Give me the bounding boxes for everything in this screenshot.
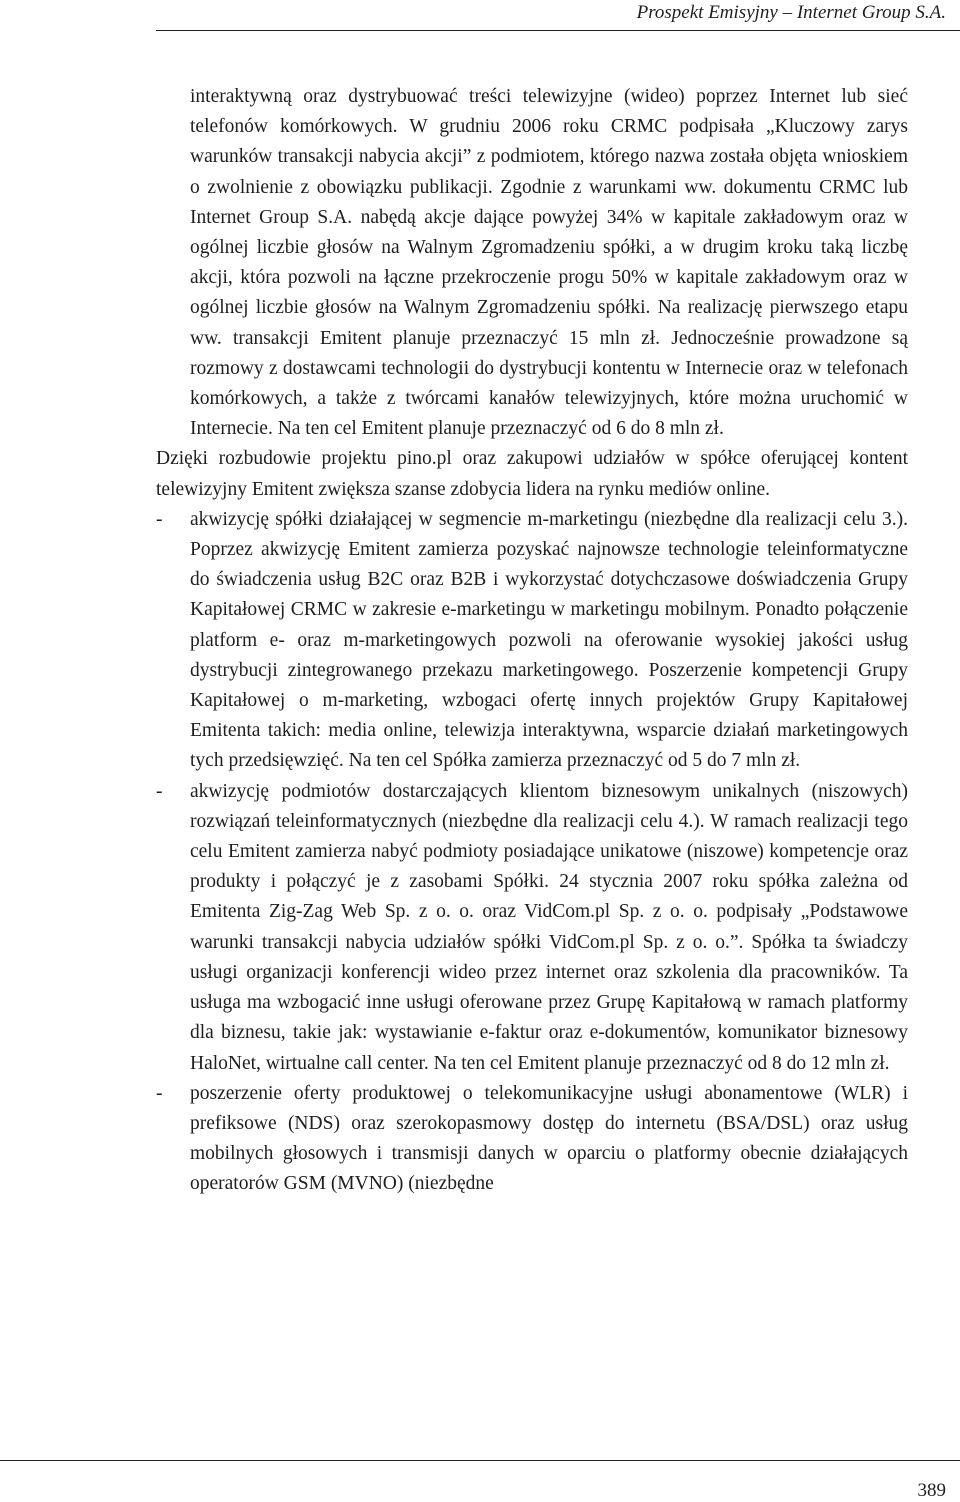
bullet-dash: -	[156, 780, 163, 802]
bullet-text: akwizycję podmiotów dostarczających klientom biznesowym unikalnych (niszowych) rozwiązań teleinformatycznych (niezbędne dla realizacji celu 4.). W ramach realizacji tego celu Emitent zamierza nabyć podmioty posiadające unikatowe (niszowe) kompetencje oraz produkty i połączyć je z zasobami Spółki. 24 stycznia 2007 roku spółka zależna od Emitenta Zig-Zag Web Sp. z o. o. oraz VidCom.pl Sp. z o. o. podpisały „Podstawowe warunki transakcji nabycia udziałów spółki VidCom.pl Sp. z o. o.”. Spółka ta świadczy usługi organizacji konferencji wideo przez internet oraz szkolenia dla pracowników. Ta usługa ma wzbogacić inne usługi oferowane przez Grupę Kapitałową w ramach platformy dla biznesu, takie jak: wystawianie e-faktur oraz e-dokumentów, komunikator biznesowy HaloNet, wirtualne call center. Na ten cel Emitent planuje przeznaczyć od 8 do 12 mln zł.	[190, 780, 908, 1074]
page-header	[0, 0, 960, 28]
bullet-item	[156, 777, 908, 1079]
header-rule	[156, 30, 960, 31]
paragraph-indented: interaktywną oraz dystrybuować treści telewizyjne (wideo) poprzez Internet lub sieć telefonów komórkowych. W grudniu 2006 roku CRMC podpisała „Kluczowy zarys warunków transakcji nabycia akcji” z podmiotem, którego nazwa została objęta wnioskiem o zwolnienie z obowiązku publikacji. Zgodnie z warunkami ww. dokumentu CRMC lub Internet Group S.A. nabędą akcje dające powyżej 34% w kapitale zakładowym oraz w ogólnej liczbie głosów na Walnym Zgromadzeniu spółki, a w drugim kroku taką liczbę akcji, która pozwoli na łączne przekroczenie progu 50% w kapitale zakładowym oraz w ogólnej liczbie głosów na Walnym Zgromadzeniu spółki. Na realizację pierwszego etapu ww. transakcji Emitent planuje przeznaczyć 15 mln zł. Jednocześnie prowadzone są rozmowy z dostawcami technologii do dystrybucji kontentu w Internecie oraz w telefonach komórkowych, a także z twórcami kanałów telewizyjnych, które można uruchomić w Internecie. Na ten cel Emitent planuje przeznaczyć od 6 do 8 mln zł.	[190, 86, 908, 440]
bullet-item	[156, 1079, 908, 1200]
bullet-item	[156, 505, 908, 777]
paragraph-pino: Dzięki rozbudowie projektu pino.pl oraz zakupowi udziałów w spółce oferującej kontent telewizyjny Emitent zwiększa szanse zdobycia lidera na rynku mediów online.	[156, 448, 908, 500]
bullet-dash: -	[156, 508, 163, 530]
bullet-text: akwizycję spółki działającej w segmencie m-marketingu (niezbędne dla realizacji celu 3.). Poprzez akwizycję Emitent zamierza pozyskać najnowsze technologie teleinformatyczne do świadczenia usług B2C oraz B2B i wykorzystać dotychczasowe doświadczenia Grupy Kapitałowej CRMC w zakresie e-marketingu w marketingu mobilnym. Ponadto połączenie platform e- oraz m-marketingowych pozwoli na oferowanie wysokiej jakości usług dystrybucji zintegrowanego przekazu marketingowego. Poszerzenie kompetencji Grupy Kapitałowej o m-marketing, wzbogaci ofertę innych projektów Grupy Kapitałowej Emitenta takich: media online, telewizja interaktywna, wsparcie działań marketingowych tych przedsięwzięć. Na ten cel Spółka zamierza przeznaczyć od 5 do 7 mln zł.	[190, 508, 908, 772]
header-title: Prospekt Emisyjny – Internet Group S.A.	[636, 2, 946, 23]
document-body	[156, 82, 908, 1200]
bullet-dash: -	[156, 1082, 163, 1104]
bullet-text: poszerzenie oferty produktowej o telekomunikacyjne usługi abonamentowe (WLR) i prefiksowe (NDS) oraz szerokopasmowy dostęp do internetu (BSA/DSL) oraz usług mobilnych głosowych i transmisji danych w oparciu o platformy obecnie działających operatorów GSM (MVNO) (niezbędne	[190, 1082, 908, 1195]
page-number: 389	[917, 1480, 946, 1501]
footer-rule	[0, 1460, 960, 1461]
